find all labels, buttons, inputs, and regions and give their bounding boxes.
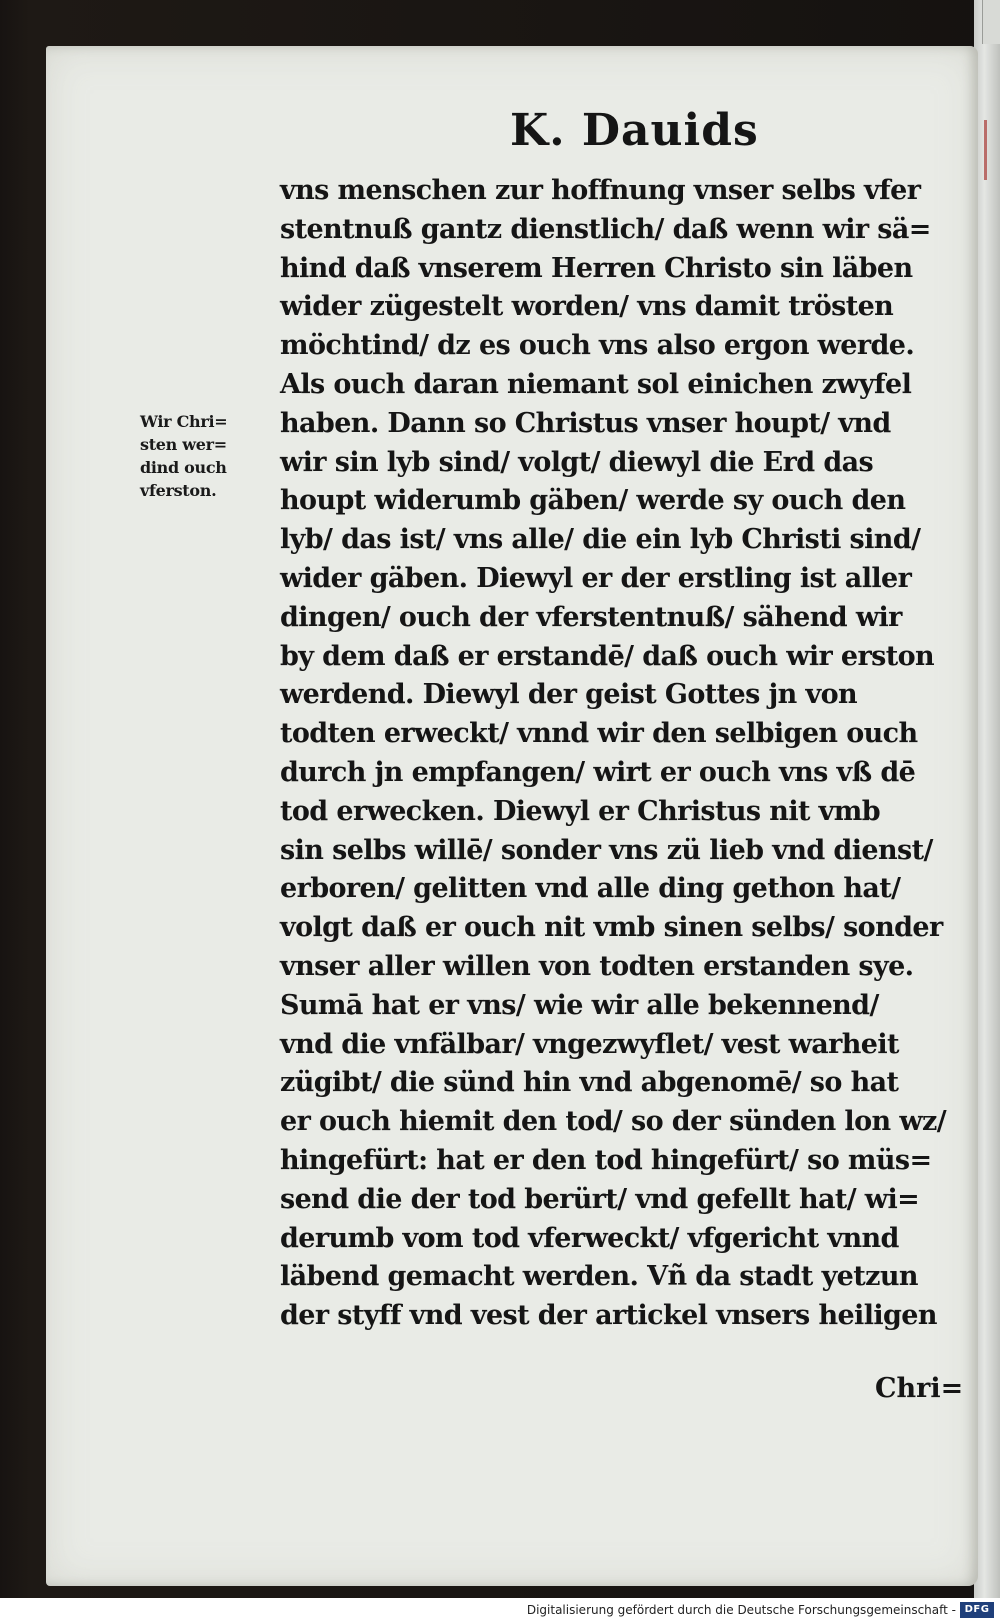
footer-credit: Digitalisierung gefördert durch die Deutsche Forschungsgemeinschaft - bbox=[526, 1603, 956, 1617]
text-line: tod erwecken. Diewyl er Christus nit vmb bbox=[280, 795, 880, 827]
marginal-note-line: vferston. bbox=[140, 481, 217, 500]
marginal-note bbox=[140, 410, 270, 502]
body-text bbox=[280, 172, 946, 1336]
footer-bar bbox=[0, 1598, 1000, 1624]
text-line: erboren/ gelitten vnd alle ding gethon hat/ bbox=[280, 873, 901, 905]
text-line: er ouch hiemit den tod/ so der sünden lon wz/ bbox=[280, 1106, 946, 1138]
text-line: volgt daß er ouch nit vmb sinen selbs/ sonder bbox=[280, 912, 943, 944]
text-line: wir sin lyb sind/ volgt/ diewyl die Erd das bbox=[280, 446, 874, 478]
marginal-note-line: dind ouch bbox=[140, 458, 227, 477]
text-line: der styff vnd vest der artickel vnsers heiligen bbox=[280, 1300, 937, 1332]
text-line: send die der tod berürt/ vnd gefellt hat/ wi= bbox=[280, 1183, 920, 1215]
text-line: dingen/ ouch der vferstentnuß/ sähend wir bbox=[280, 601, 902, 633]
text-line: haben. Dann so Christus vnser houpt/ vnd bbox=[280, 407, 891, 439]
text-line: Sumā hat er vns/ wie wir alle bekennend/ bbox=[280, 989, 879, 1021]
text-line: derumb vom tod vferweckt/ vfgericht vnnd bbox=[280, 1222, 899, 1254]
marginal-note-line: sten wer= bbox=[140, 435, 227, 454]
text-line: houpt widerumb gäben/ werde sy ouch den bbox=[280, 485, 906, 517]
text-line: vnd die vnfälbar/ vngezwyflet/ vest warheit bbox=[280, 1028, 899, 1060]
text-line: zügibt/ die sünd hin vnd abgenomē/ so hat bbox=[280, 1067, 899, 1099]
dfg-logo: DFG bbox=[960, 1602, 994, 1618]
text-line: sin selbs willē/ sonder vns zü lieb vnd dienst/ bbox=[280, 834, 933, 866]
text-line: wider zügestelt worden/ vns damit trösten bbox=[280, 291, 894, 323]
text-line: hind daß vnserem Herren Christo sin läben bbox=[280, 252, 913, 284]
text-line: werdend. Diewyl der geist Gottes jn von bbox=[280, 679, 858, 711]
running-head: K. Dauids bbox=[510, 105, 759, 156]
text-line: wider gäben. Diewyl er der erstling ist aller bbox=[280, 562, 912, 594]
text-line: vnser aller willen von todten erstanden sye. bbox=[280, 950, 914, 982]
text-line: läbend gemacht werden. Vñ da stadt yetzun bbox=[280, 1261, 918, 1293]
text-line: by dem daß er erstandē/ daß ouch wir erston bbox=[280, 640, 935, 672]
text-line: stentnuß gantz dienstlich/ daß wenn wir sä= bbox=[280, 213, 931, 245]
text-line: Als ouch daran niemant sol einichen zwyfel bbox=[280, 368, 912, 400]
text-line: todten erweckt/ vnnd wir den selbigen ouch bbox=[280, 718, 918, 750]
marginal-note-line: Wir Chri= bbox=[140, 412, 228, 431]
text-line: möchtind/ dz es ouch vns also ergon werde. bbox=[280, 330, 915, 362]
page-edge-marker bbox=[984, 120, 987, 180]
text-line: hingefürt: hat er den tod hingefürt/ so müs= bbox=[280, 1144, 932, 1176]
catchword: Chri= bbox=[875, 1373, 964, 1404]
text-line: vns menschen zur hoffnung vnser selbs vfer bbox=[280, 175, 921, 206]
text-line: lyb/ das ist/ vns alle/ die ein lyb Christi sind/ bbox=[280, 524, 921, 556]
page-edge-tab bbox=[982, 0, 1000, 44]
text-line: durch jn empfangen/ wirt er ouch vns vß dē bbox=[280, 756, 916, 788]
